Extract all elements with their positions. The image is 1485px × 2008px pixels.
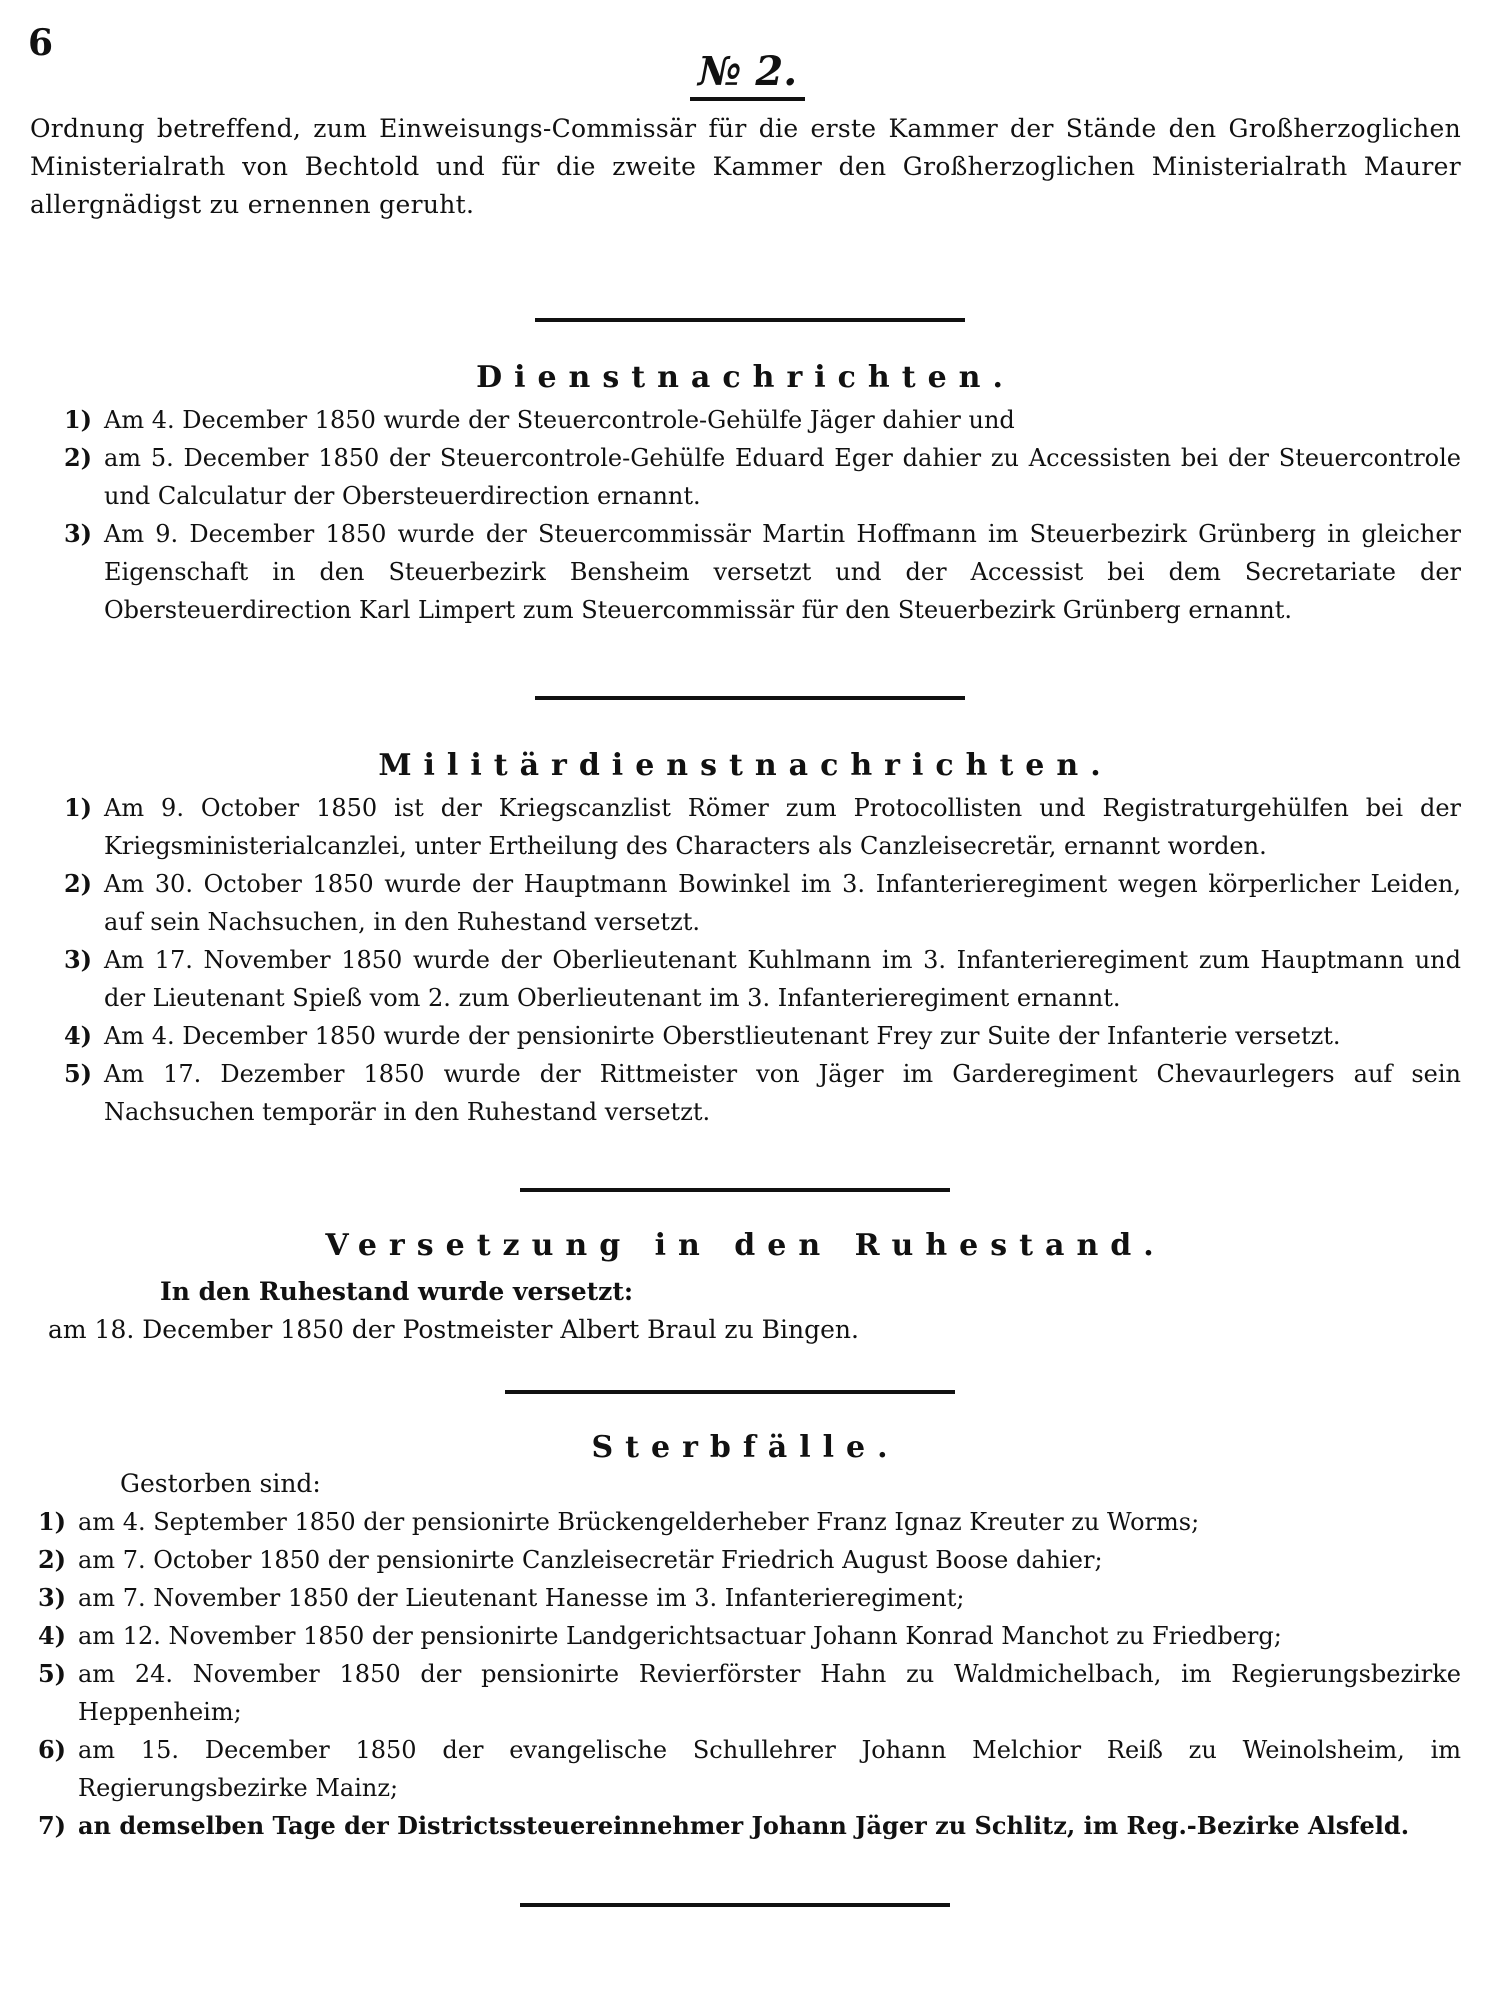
list-item xyxy=(30,1731,1461,1807)
item-text: am 15. December 1850 der evangelische Schullehrer Johann Melchior Reiß zu Weinolsheim, im Regierungsbezirke Mainz; xyxy=(78,1736,1461,1802)
item-text: am 7. November 1850 der Lieutenant Hanesse im 3. Infanterieregiment; xyxy=(78,1584,965,1612)
list-item xyxy=(30,1807,1461,1845)
item-text: Am 17. Dezember 1850 wurde der Rittmeister von Jäger im Garderegiment Chevaurlegers auf sein Nachsuchen temporär in den Ruhestand versetzt. xyxy=(104,1060,1461,1126)
item-text: an demselben Tage der Districtssteuereinnehmer Johann Jäger zu Schlitz, im Reg.-Bezirke Alsfeld. xyxy=(78,1811,1410,1840)
item-text: Am 30. October 1850 wurde der Hauptmann Bowinkel im 3. Infanterieregiment wegen körperlicher Leiden, auf sein Nachsuchen, in den Ruhestand versetzt. xyxy=(104,870,1461,936)
section-retirement xyxy=(30,1228,1461,1349)
section-military-news xyxy=(30,748,1461,1131)
item-number: 5) xyxy=(37,1659,66,1688)
item-text: am 12. November 1850 der pensionirte Landgerichtsactuar Johann Konrad Manchot zu Friedberg; xyxy=(78,1622,1282,1650)
item-number: 1) xyxy=(63,405,92,434)
section-heading: Versetzung in den Ruhestand. xyxy=(325,1228,1166,1263)
item-text: Am 4. December 1850 wurde der Steuercontrole-Gehülfe Jäger dahier und xyxy=(104,406,1015,434)
list-item xyxy=(30,789,1461,865)
list-item xyxy=(30,1579,1461,1617)
item-number: 3) xyxy=(63,519,92,548)
item-text: am 24. November 1850 der pensionirte Revierförster Hahn zu Waldmichelbach, im Regierungsbezirke Heppenheim; xyxy=(78,1660,1461,1726)
section-heading: Militärdienstnachrichten. xyxy=(378,748,1113,783)
page-number: 6 xyxy=(28,22,54,64)
intro-text: Ordnung betreffend, zum Einweisungs-Commissär für die erste Kammer der Stände den Großherzoglichen Ministerialrath von Bechtold und für die zweite Kammer den Großherzoglichen Ministerialrath Maurer allergnädigst zu ernennen geruht. xyxy=(30,114,1461,219)
item-number: 4) xyxy=(37,1621,66,1650)
item-number: 2) xyxy=(37,1545,66,1574)
item-text: am 7. October 1850 der pensionirte Canzleisecretär Friedrich August Boose dahier; xyxy=(78,1546,1103,1574)
section-heading: Sterbfälle. xyxy=(591,1430,900,1465)
item-text: am 4. September 1850 der pensionirte Brückengelderheber Franz Ignaz Kreuter zu Worms; xyxy=(78,1508,1200,1536)
list-item xyxy=(30,515,1461,629)
section-heading: Dienstnachrichten. xyxy=(476,360,1015,395)
item-number: 1) xyxy=(63,793,92,822)
list-item xyxy=(30,1055,1461,1131)
item-text: am 5. December 1850 der Steuercontrole-Gehülfe Eduard Eger dahier zu Accessisten bei der Steuercontrole und Calculatur der Obersteuerdirection ernannt. xyxy=(104,444,1461,510)
item-number: 5) xyxy=(63,1059,92,1088)
item-number: 7) xyxy=(37,1811,66,1840)
section-deaths xyxy=(30,1430,1461,1845)
list-item xyxy=(30,941,1461,1017)
item-text: Am 17. November 1850 wurde der Oberlieutenant Kuhlmann im 3. Infanterieregiment zum Hauptmann und der Lieutenant Spieß vom 2. zum Oberlieutenant im 3. Infanterieregiment ernannt. xyxy=(104,946,1461,1012)
list-item xyxy=(30,1017,1461,1055)
list-item xyxy=(30,1541,1461,1579)
list-item xyxy=(30,865,1461,941)
item-number: 2) xyxy=(63,443,92,472)
item-number: 3) xyxy=(37,1583,66,1612)
document-number: № 2. xyxy=(690,48,805,101)
item-text: Am 4. December 1850 wurde der pensionirte Oberstlieutenant Frey zur Suite der Infanterie versetzt. xyxy=(104,1022,1341,1050)
item-number: 2) xyxy=(63,869,92,898)
divider xyxy=(505,1390,955,1394)
divider xyxy=(535,696,965,700)
item-text: Am 9. October 1850 ist der Kriegscanzlist Römer zum Protocollisten und Registraturgehülfen bei der Kriegsministerialcanzlei, unter Ertheilung des Characters als Canzleisecretär, ernannt worden. xyxy=(104,794,1461,860)
section-service-news xyxy=(30,360,1461,629)
divider xyxy=(535,318,965,322)
item-number: 3) xyxy=(63,945,92,974)
divider xyxy=(520,1903,950,1907)
retirement-line: am 18. December 1850 der Postmeister Albert Braul zu Bingen. xyxy=(48,1315,859,1344)
divider xyxy=(520,1188,950,1192)
section-intro: In den Ruhestand wurde versetzt: xyxy=(160,1277,634,1306)
item-number: 4) xyxy=(63,1021,92,1050)
list-item xyxy=(30,1503,1461,1541)
intro-paragraph xyxy=(30,110,1461,224)
list-item xyxy=(30,401,1461,439)
list-item xyxy=(30,1617,1461,1655)
item-number: 6) xyxy=(37,1735,66,1764)
item-text: Am 9. December 1850 wurde der Steuercommissär Martin Hoffmann im Steuerbezirk Grünberg in gleicher Eigenschaft in den Steuerbezirk Bensheim versetzt und der Accessist bei dem Secretariate der Obersteuerdirection Karl Limpert zum Steuercommissär für den Steuerbezirk Grünberg ernannt. xyxy=(104,520,1461,624)
list-item xyxy=(30,1655,1461,1731)
list-item xyxy=(30,439,1461,515)
item-number: 1) xyxy=(37,1507,66,1536)
section-intro: Gestorben sind: xyxy=(120,1469,321,1498)
